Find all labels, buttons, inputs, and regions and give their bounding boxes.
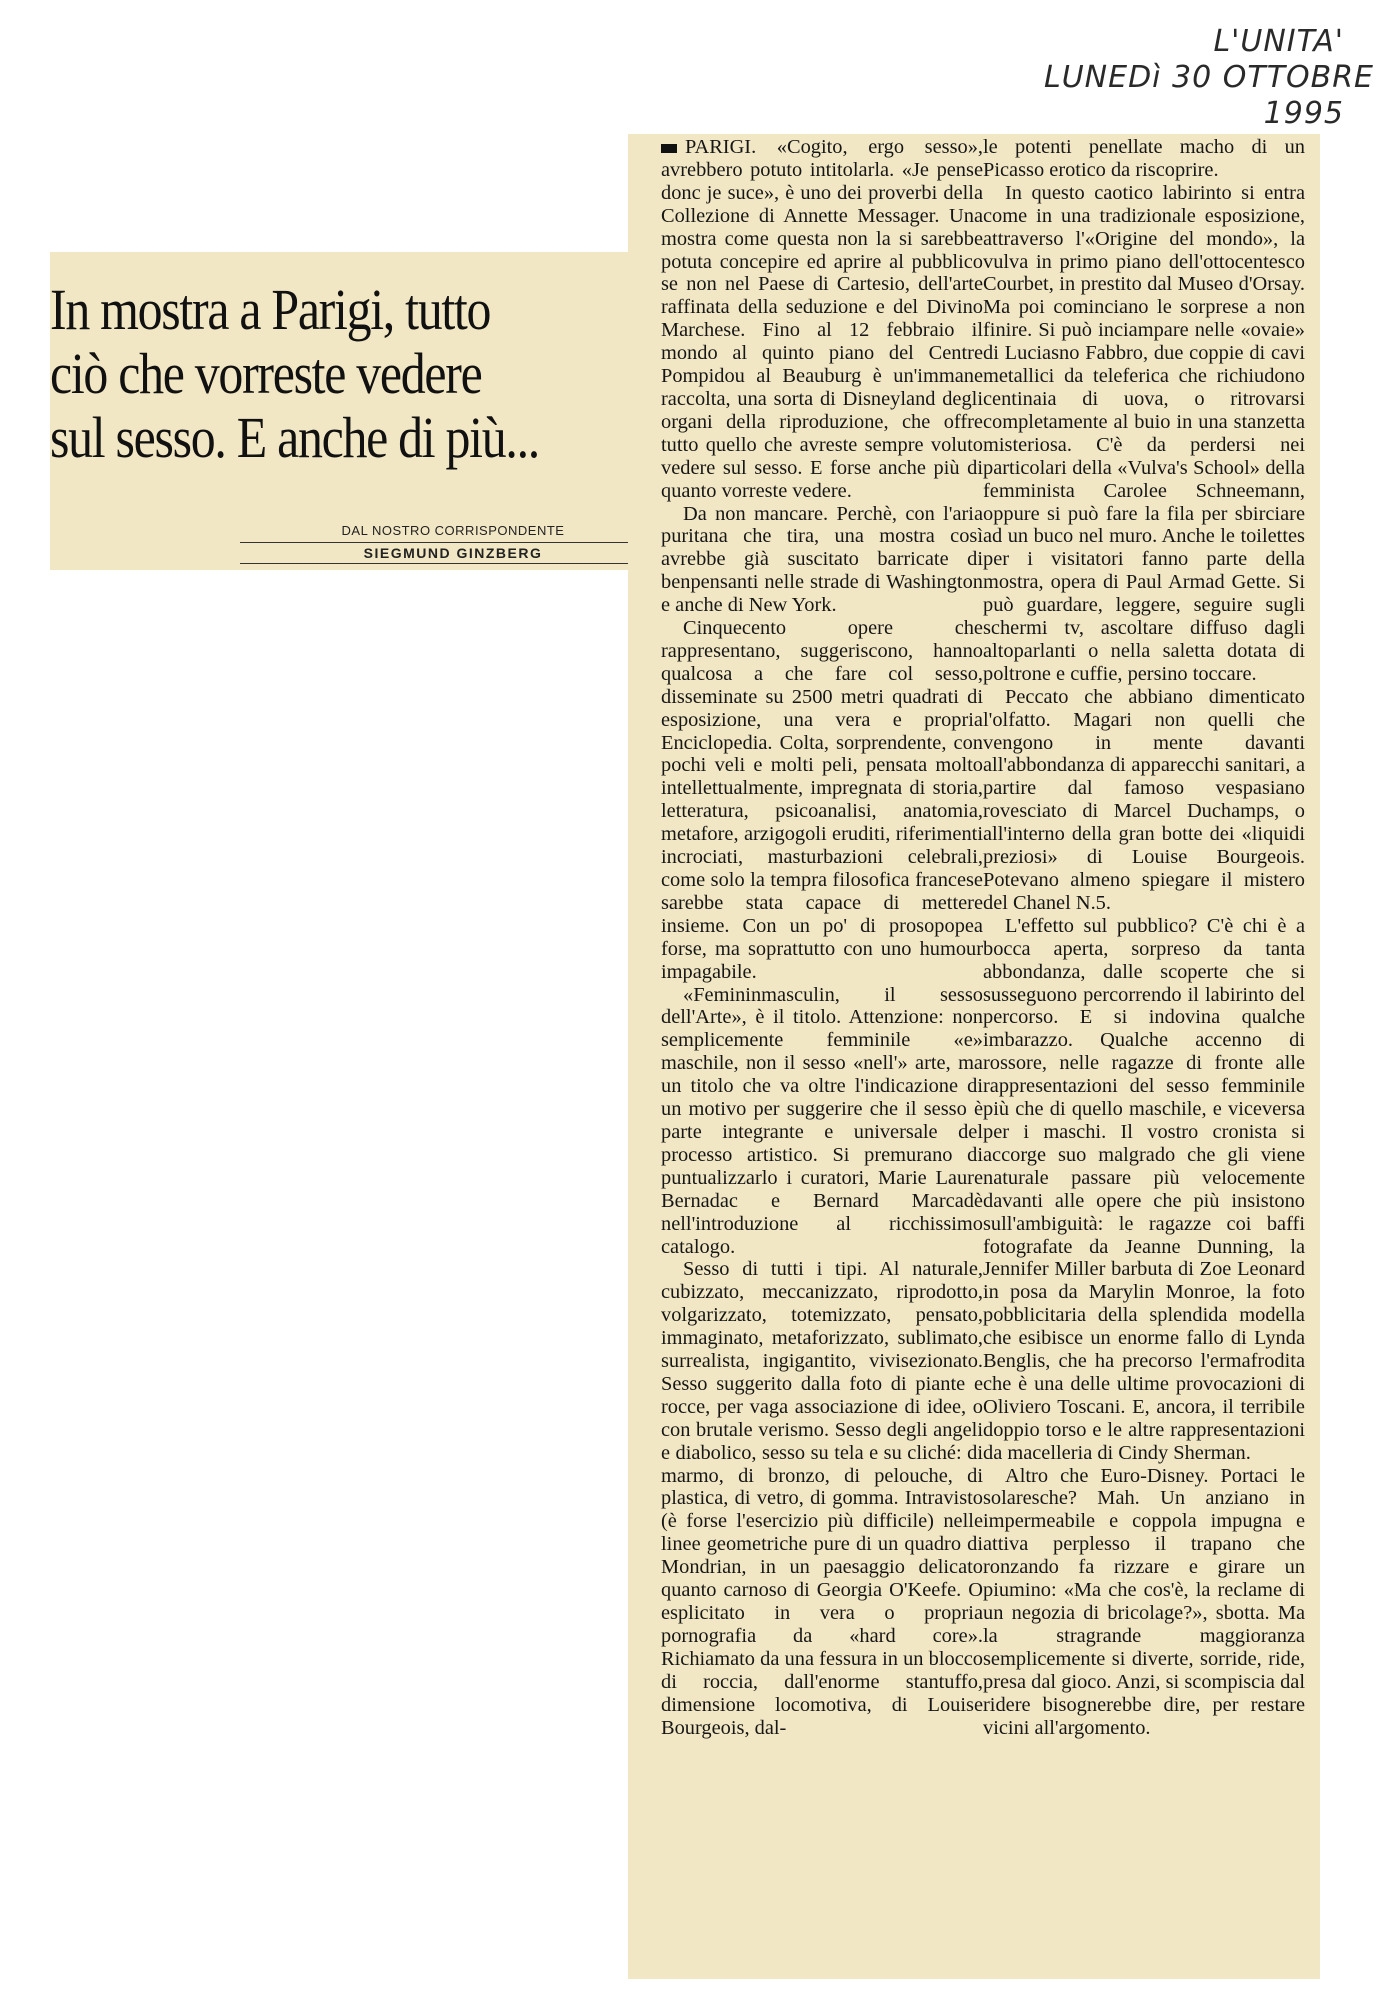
bullet-square-icon bbox=[661, 144, 677, 153]
byline-label: DAL NOSTRO CORRISPONDENTE bbox=[240, 522, 666, 543]
headline-line-2: ciò che vorreste vedere bbox=[50, 341, 482, 406]
article-clipping bbox=[628, 134, 1320, 1979]
handwritten-date: LUNEDì 30 OTTOBRE bbox=[1044, 60, 1375, 95]
article-paragraph: «Femininmasculin, il sesso dell'Arte», è il titolo. Attenzione: non semplicemente femminile «e» maschile, non il sesso «nell'» arte, ma un titolo che va oltre l'indicazione di un motivo per suggerire che il sesso è parte integrante e universale del processo artistico. Si premurano di puntualizzarlo i curatori, Marie Laure Bernadac e Bernard Marcadè nell'introduzione al ricchissimo catalogo. bbox=[661, 983, 983, 1258]
article-paragraph: Altro che Euro-Disney. Portaci le solaresche? Mah. Un anziano in impermeabile e coppola impugna e attiva perplesso il trapano che ronzando fa rizzare e girare un piumino: «Ma che cos'è, la reclame di un negozia di bricolage?», sbotta. Ma la stragrande maggioranza semplicemente si diverte, sorride, ride, presa dal gioco. Anzi, si scompiscia dal ridere bisognerebbe dire, per restare vicini all'argomento. bbox=[983, 1464, 1305, 1739]
article-paragraph: Peccato che abbiano dimenticato l'olfatto. Magari non quelli che vengono in mente davanti all'abbondanza di apparecchi sanitari, a partire dal famoso vespasiano rovesciato di Marcel Duchamps, o all'interno della gran botte dei «liquidi preziosi» di Louise Bourgeois. Potevano almeno spiegare il mistero del Chanel N.5. bbox=[983, 685, 1305, 914]
article-paragraph: In questo caotico labirinto si entra come in una tradizionale esposizione, attraverso l'«Origine del mondo», la vulva in primo piano dell'ottocentesco Courbet, in prestito dal Museo d'Orsay. Ma poi cominciano le sorprese a non finire. Si può inciampare nelle «ovaie» di Luciasno Fabbro, due coppie di cavi metallici da teleferica che richiudono centinaia di uova, o ritrovarsi completamente al buio in una stanzetta misteriosa. C'è da perdersi nei particolari della «Vulva's School» della femminista Carolee Schneemann, oppure si può fare la fila per sbirciare ad un buco nel muro. Anche le toilettes per i visitatori fanno parte della mostra, opera di Paul Armad Gette. Si può guardare, leggere, seguire sugli schermi tv, ascoltare diffuso dagli altoparlanti o nella saletta dotata di poltrone e cuffie, persino toccare. bbox=[983, 181, 1305, 685]
article-paragraph: Da non mancare. Perchè, con l'aria puritana che tira, una mostra così avrebbe già suscitato barricate di benpensanti nelle strade di Washington e anche di New York. bbox=[661, 502, 983, 617]
article-paragraph: L'effetto sul pubblico? C'è chi è a bocca aperta, sorpreso da tanta abbondanza, dalle scoperte che si susseguono percorrendo il labirinto del percorso. E si indovina qualche imbarazzo. Qualche accenno di rossore, nelle ragazze di fronte alle rappresentazioni del sesso femminile più che di quello maschile, e viceversa per i maschi. Il vostro cronista si accorge suo malgrado che gli viene naturale passare più velocemente davanti alle opere che più insistono sull'ambiguità: le ragazze coi baffi fotografate da Jeanne Dunning, la Jennifer Miller barbuta di Zoe Leonard in posa da Marylin Monroe, la foto pobblicitaria della splendida modella che esibisce un enorme fallo di Lynda Benglis, che ha precorso l'ermafrodita che è una delle ultime provocazioni di Oliviero Toscani. E, ancora, il terribile doppio torso e le altre rappresentazioni da macelleria di Cindy Sherman. bbox=[983, 914, 1305, 1464]
article-paragraph: Sesso di tutti i tipi. Al naturale, cubizzato, meccanizzato, riprodotto, volgarizzato, totemizzato, pensato, immaginato, metaforizzato, sublimato, surrealista, ingigantito, vivisezionato. Sesso suggerito dalla foto di piante e rocce, per vaga associazione di idee, o con brutale verismo. Sesso degli angeli e diabolico, sesso su tela e su cliché: di marmo, di bronzo, di pelouche, di plastica, di vetro, di gomma. Intravisto (è forse l'esercizio più difficile) nelle linee geometriche pure di un quadro di Mondrian, in un paesaggio delicato quanto carnoso di Georgia O'Keefe. O esplicitato in vera o propria pornografia da «hard core». Richiamato da una fessura in un blocco di roccia, dall'enorme stantuffo, dimensione locomotiva, di Louise Bourgeois, dal- bbox=[661, 1258, 983, 1739]
article-column-1 bbox=[661, 136, 983, 1739]
headline-line-3: sul sesso. E anche di più... bbox=[50, 405, 539, 470]
article-paragraph: PARIGI. «Cogito, ergo sesso», avrebbero potuto intitolarla. «Je pense donc je suce», è uno dei proverbi della Collezione di Annette Messager. Una mostra come questa non la si sarebbe potuta concepire ed aprire al pubblico se non nel Paese di Cartesio, dell'arte raffinata della seduzione e del Divino Marchese. Fino al 12 febbraio il mondo al quinto piano del Centre Pompidou al Beauburg è un'immane raccolta, una sorta di Disneyland degli organi della riproduzione, che offre tutto quello che avreste sempre voluto vedere sul sesso. E forse anche più di quanto vorreste vedere. bbox=[661, 136, 983, 502]
article-column-2 bbox=[983, 136, 1305, 1739]
headline bbox=[50, 278, 578, 470]
headline-clipping bbox=[50, 252, 672, 570]
byline-author: SIEGMUND GINZBERG bbox=[240, 543, 666, 564]
article-paragraph: Cinquecento opere che rappresentano, suggeriscono, hanno qualcosa a che fare col sesso, disseminate su 2500 metri quadrati di esposizione, una vera e propria Enciclopedia. Colta, sorprendente, con pochi veli e molti peli, pensata molto intellettualmente, impregnata di storia, letteratura, psicoanalisi, anatomia, metafore, arzigogoli eruditi, riferimenti incrociati, masturbazioni celebrali, come solo la tempra filosofica francese sarebbe stata capace di mettere insieme. Con un po' di prosopopea forse, ma soprattutto con uno humour impagabile. bbox=[661, 617, 983, 983]
headline-line-1: In mostra a Parigi, tutto bbox=[50, 277, 491, 342]
handwritten-newspaper: L'UNITA' bbox=[1213, 24, 1344, 59]
handwritten-year: 1995 bbox=[1263, 96, 1344, 131]
article-paragraph: le potenti penellate macho di un Picasso erotico da riscoprire. bbox=[983, 136, 1305, 181]
handwritten-note bbox=[1044, 24, 1375, 132]
byline bbox=[50, 522, 672, 564]
